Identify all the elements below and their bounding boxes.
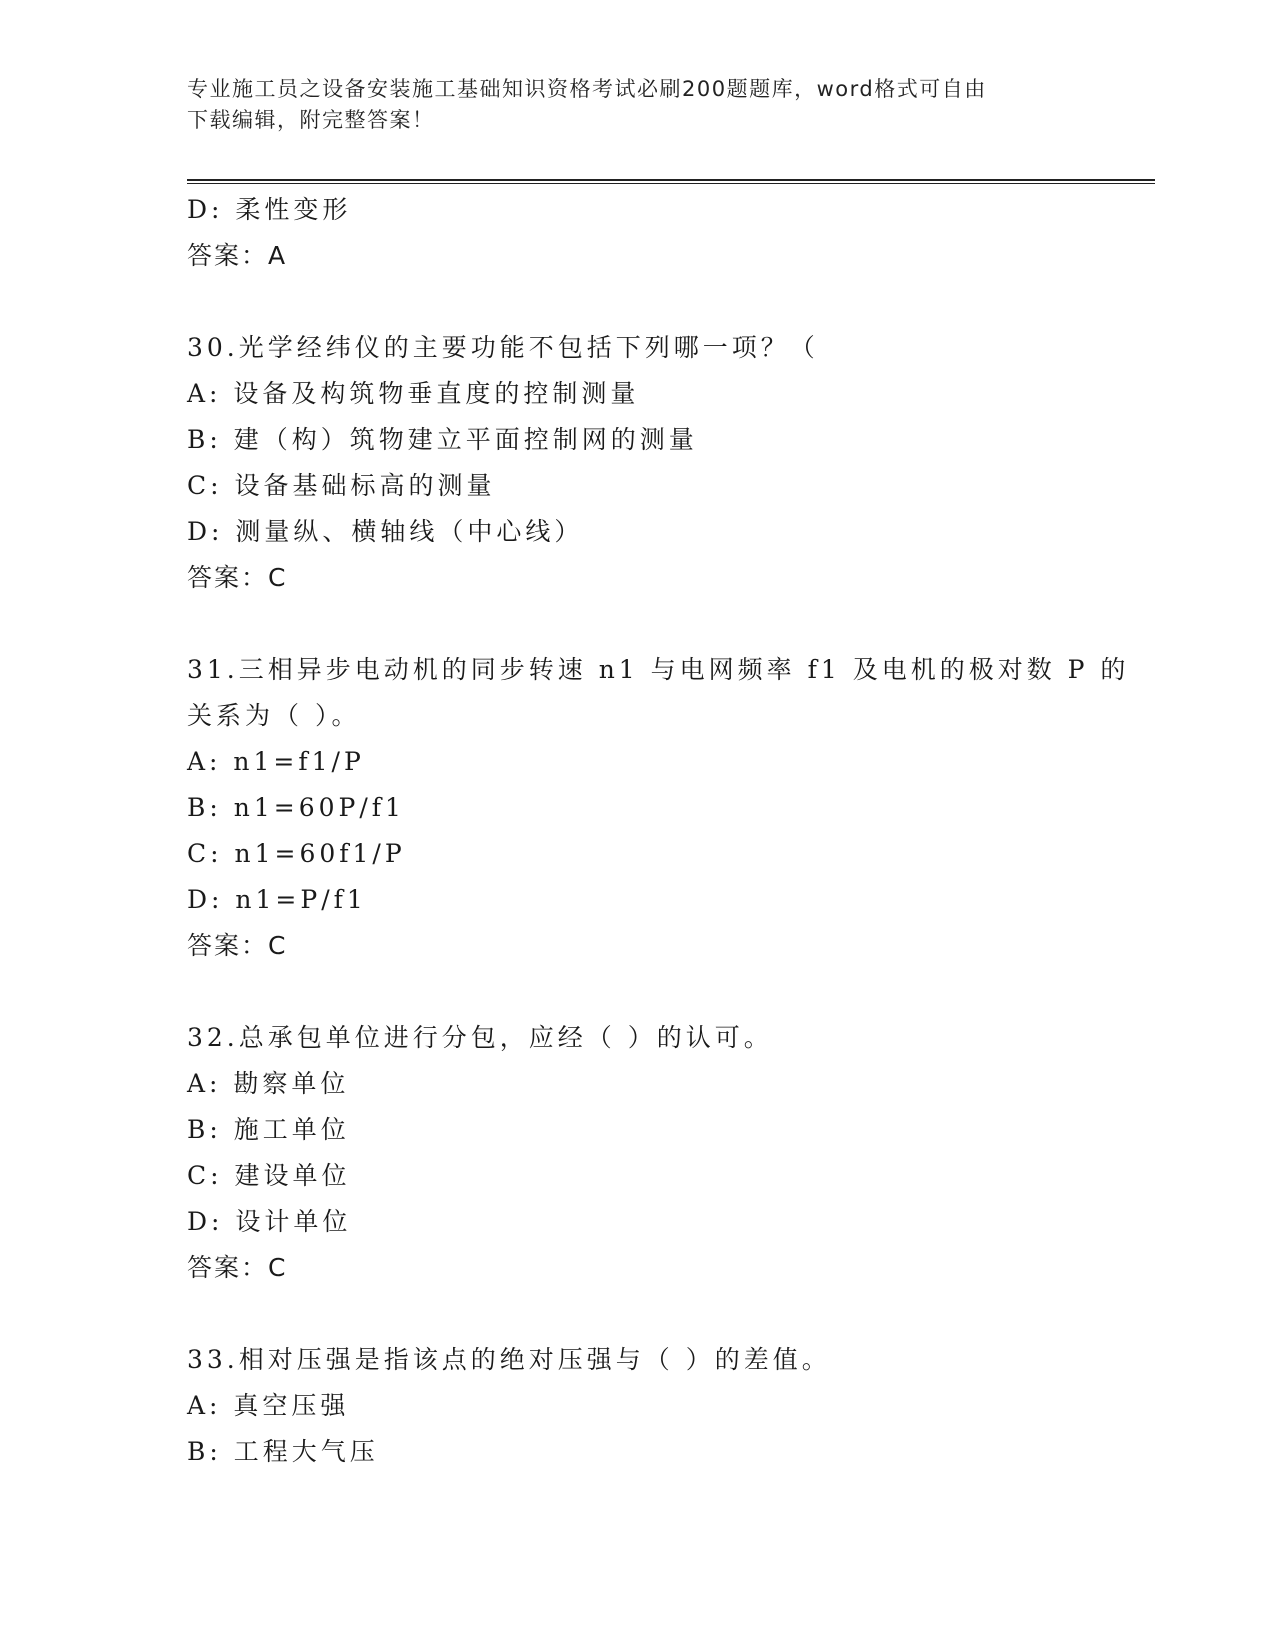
header-divider-bottom: [187, 183, 1155, 184]
question-32: [187, 1015, 1147, 1291]
option-b: B: 施工单位: [187, 1115, 350, 1144]
answer-line: 答案：C: [187, 563, 288, 592]
header-line-2: 下载编辑，附完整答案！: [187, 108, 435, 132]
option-d: D: n1=P/f1: [187, 885, 367, 914]
option-c: C: 设备基础标高的测量: [187, 471, 496, 500]
answer-line: 答案：C: [187, 1253, 288, 1282]
header-line-1: 专业施工员之设备安装施工基础知识资格考试必刷200题题库，word格式可自由: [187, 77, 987, 101]
answer-line: 答案：C: [187, 931, 288, 960]
answer-line: 答案：A: [187, 241, 288, 270]
question-stem: 33.相对压强是指该点的绝对压强与（ ）的差值。: [187, 1345, 831, 1374]
question-list: [187, 187, 1147, 1475]
header-divider-top: [187, 179, 1155, 181]
option-a: A: 设备及构筑物垂直度的控制测量: [187, 379, 640, 408]
option-a: A: 真空压强: [187, 1391, 350, 1420]
option-a: A: n1=f1/P: [187, 747, 365, 776]
option-b: B: n1=60P/f1: [187, 793, 405, 822]
question-stem: 30.光学经纬仪的主要功能不包括下列哪一项？（: [187, 333, 819, 362]
option-b: B: 工程大气压: [187, 1437, 379, 1466]
previous-question-tail: [187, 187, 1147, 279]
question-stem-line-1: 31.三相异步电动机的同步转速 n1 与电网频率 f1 及电机的极对数 P 的: [187, 655, 1130, 684]
option-d: D: 设计单位: [187, 1207, 352, 1236]
question-30: [187, 325, 1147, 601]
option-b: B: 建（构）筑物建立平面控制网的测量: [187, 425, 698, 454]
option-d: D: 测量纵、横轴线（中心线）: [187, 517, 584, 546]
option-a: A: 勘察单位: [187, 1069, 350, 1098]
question-33: [187, 1337, 1147, 1475]
option-c: C: n1=60f1/P: [187, 839, 406, 868]
question-stem: 32.总承包单位进行分包，应经（ ）的认可。: [187, 1023, 773, 1052]
question-stem-line-2: 关系为（ ）。: [187, 701, 361, 730]
option-d: D: 柔性变形: [187, 195, 352, 224]
document-header: [187, 74, 1087, 136]
option-c: C: 建设单位: [187, 1161, 351, 1190]
question-31: [187, 647, 1147, 969]
